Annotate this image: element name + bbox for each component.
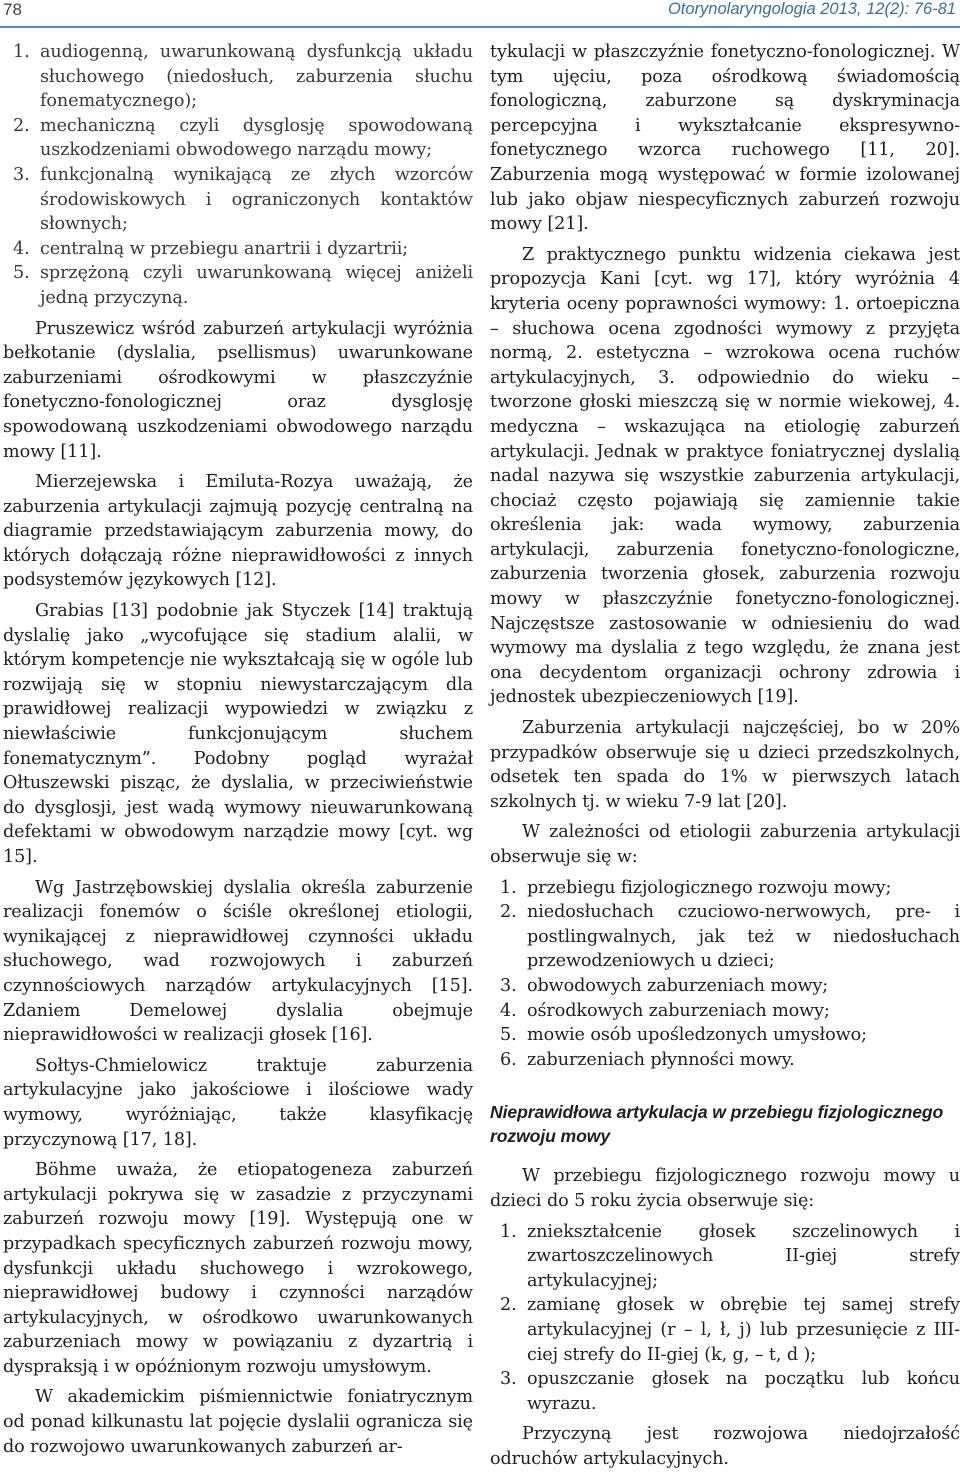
paragraph: Przyczyną jest rozwojowa niedojrzałość odruchów artykulacyjnych. bbox=[490, 1424, 960, 1469]
paragraph: Böhme uważa, że etiopatogeneza zaburzeń artykulacji pokrywa się w zasadzie z przyczynami zaburzeń rozwoju mowy [19]. Występują one w przypadkach specyficznych zaburzeń rozwoju mowy, dysfunkcji układu słuchowego i wzrokowego, nieprawidłowej budowy i czynności narządów artykulacyjnych, w ośrodkowo uwarunkowanych zaburzeniach mowy w powiązaniu z dyzartrią i dyspraksją i w opóźnionym rozwoju umysłowym. bbox=[3, 1160, 473, 1377]
list-item: 1. zniekształcenie głosek szczelinowych i zwartoszczelinowych II-giej strefy artykulacyjnej; bbox=[500, 1221, 960, 1291]
paragraph: Wg Jastrzębowskiej dyslalia określa zaburzenie realizacji fonemów o ściśle określonej etiologii, wynikającej z nieprawidłowej czynności układu słuchowego, wad rozwojowych i zaburzeń czynnościowych narządów artykulacyjnych [15]. Zdaniem Demelowej dyslalia obejmuje nieprawidłowości w realizacji głosek [16]. bbox=[3, 877, 473, 1046]
paragraph: Z praktycznego punktu widzenia ciekawa jest propozycja Kani [cyt. wg 17], który wyróżnia 4 kryteria oceny poprawności wymowy: 1. ortoepiczna – słuchowa ocena zgodności wymowy z przyjęta normą, 2. estetyczna – wzrokowa ocena ruchów artykulacyjnych, 3. odpowiednio do wieku – tworzone głoski mieszczą się w normie wiekowej, 4. medyczna – wskazująca na etiologię zaburzeń artykulacji. Jednak w praktyce foniatrycznej dyslalią nadal nazywa się wszystkie zaburzenia artykulacji, chociaż często pojawiają się zamiennie takie określenia jak: wada wymowy, zaburzenia artykulacji, zaburzenia fonetyczno-fonologiczne, zaburzenia tworzenia głosek, zaburzenia rozwoju mowy w płaszczyźnie fonetyczno-fonologicznej. Najczęstsze zastosowanie w odniesieniu do wad wymowy ma dyslalia z tego względu, że znana jest ona decydentom organizacji ochrony zdrowia i jednostek ubezpieczeniowych [19]. bbox=[490, 244, 960, 708]
journal-citation: Otorynolaryngologia 2013, 12(2): 76-81 bbox=[667, 0, 956, 18]
cause-list bbox=[3, 40, 473, 311]
paragraph: Zaburzenia artykulacji najczęściej, bo w 20% przypadków obserwuje się u dzieci przedszkolnych, odsetek ten spada do 1% w pierwszych latach szkolnych tj. w wieku 7-9 lat [20]. bbox=[490, 718, 960, 812]
list-item: 4. ośrodkowych zaburzeniach mowy; bbox=[500, 1000, 830, 1021]
list-item: 1. przebiegu fizjologicznego rozwoju mowy; bbox=[500, 877, 892, 898]
list-item: 5. mowie osób upośledzonych umysłowo; bbox=[500, 1025, 867, 1046]
physiological-list bbox=[490, 1220, 960, 1417]
list-item: 3. opuszczanie głosek na początku lub końcu wyrazu. bbox=[500, 1369, 960, 1414]
section-heading: Nieprawidłowa artykulacja w przebiegu fizjologicznego rozwoju mowy bbox=[490, 1102, 944, 1147]
right-column bbox=[490, 40, 960, 1477]
paragraph: W przebiegu fizjologicznego rozwoju mowy u dzieci do 5 roku życia obserwuje się: bbox=[490, 1166, 960, 1211]
paragraph: W zależności od etiologii zaburzenia artykulacji obserwuje się w: bbox=[490, 822, 960, 867]
list-item: 1. audiogenną, uwarunkowaną dysfunkcją układu słuchowego (niedosłuch, zaburzenia słuchu fonematycznego); bbox=[13, 42, 473, 112]
paragraph: tykulacji w płaszczyźnie fonetyczno-fonologicznej. W tym ujęciu, poza ośrodkową świadomością fonologiczną, zaburzone są dyskryminacja percepcyjna i wykształcanie ekspresywno-fonetycznego wzorca ruchowego [11, 20]. Zaburzenia mogą występować w formie izolowanej lub jako objaw niespecyficznych zaburzeń rozwoju mowy [21]. bbox=[490, 42, 960, 235]
page-number: 78 bbox=[3, 0, 22, 19]
list-item: 2. mechaniczną czyli dysglosję spowodowaną uszkodzeniami obwodowego narządu mowy; bbox=[13, 115, 473, 161]
paragraph: Sołtys-Chmielowicz traktuje zaburzenia artykulacyjne jako jakościowe i ilościowe wady wymowy, wyróżniając, także klasyfikację przyczynową [17, 18]. bbox=[3, 1055, 473, 1150]
paragraph: W akademickim piśmiennictwie foniatrycznym od ponad kilkunastu lat pojęcie dyslalii ogranicza się do rozwojowo uwarunkowanych zaburzeń ar- bbox=[3, 1387, 473, 1457]
list-item: 2. zamianę głosek w obrębie tej samej strefy artykulacyjnej (r – l, ł, j) lub przesunięcie z III-ciej strefy do II-giej (k, g, – t, d ); bbox=[500, 1295, 960, 1365]
list-item: 4. centralną w przebiegu anartrii i dyzartrii; bbox=[13, 238, 409, 259]
list-item: 6. zaburzeniach płynności mowy. bbox=[500, 1049, 795, 1070]
header-rule bbox=[0, 26, 960, 28]
etiology-list bbox=[490, 876, 960, 1073]
list-item: 2. niedosłuchach czuciowo-nerwowych, pre- i postlingwalnych, jak też w niedosłuchach przewodzeniowych u dzieci; bbox=[500, 902, 960, 972]
paragraph: Grabias [13] podobnie jak Styczek [14] traktują dyslalię jako „wycofujące się stadium alalii, w którym kompetencje nie wykształcają się w ogóle lub rozwijają się w stopniu niewystarczającym dla prawidłowej realizacji wypowiedzi w związku z niewłaściwie funkcjonującym słuchem fonematycznym”. Podobny pogląd wyrażał Ołtuszewski pisząc, że dyslalia, w przeciwieństwie do dysglosji, jest wadą wymowy nieuwarunkowaną defektami w obwodowym narządzie mowy [cyt. wg 15]. bbox=[3, 601, 473, 867]
list-item: 3. funkcjonalną wynikającą ze złych wzorców środowiskowych i ograniczonych kontaktów słownych; bbox=[13, 164, 473, 235]
left-column bbox=[3, 40, 473, 1465]
paragraph: Mierzejewska i Emiluta-Rozya uważają, że zaburzenia artykulacji zajmują pozycję centralną na diagramie przedstawiającym zaburzenia mowy, do których dołączają różne nieprawidłowości z innych podsystemów językowych [12]. bbox=[3, 472, 473, 591]
page-header bbox=[0, 0, 960, 27]
list-item: 5. sprzężoną czyli uwarunkowaną więcej aniżeli jedną przyczyną. bbox=[13, 263, 473, 308]
paragraph: Pruszewicz wśród zaburzeń artykulacji wyróżnia bełkotanie (dyslalia, psellismus) uwarunkowane zaburzeniami ośrodkowymi w płaszczyźnie fonetyczno-fonologicznej oraz dysglosję spowodowaną uszkodzeniami obwodowego narządu mowy [11]. bbox=[3, 318, 473, 462]
list-item: 3. obwodowych zaburzeniach mowy; bbox=[500, 975, 829, 996]
